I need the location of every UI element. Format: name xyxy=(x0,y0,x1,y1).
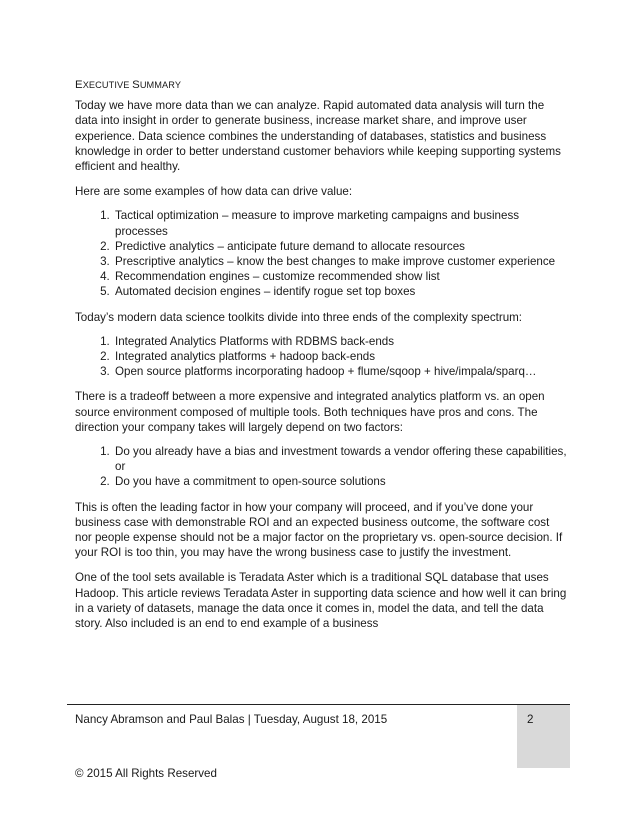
page-number-box xyxy=(517,705,570,768)
examples-lead-paragraph: Here are some examples of how data can drive value: xyxy=(75,185,353,199)
heading-cap-e: E xyxy=(75,79,83,91)
toolkits-lead-paragraph: Today’s modern data science toolkits divide into three ends of the complexity spectrum: xyxy=(75,310,523,324)
list-item: 3. Prescriptive analytics – know the best changes to make improve customer experience xyxy=(113,254,567,269)
page-body xyxy=(75,78,567,641)
list-item: 2. Predictive analytics – anticipate future demand to allocate resources xyxy=(113,239,567,254)
section-heading xyxy=(75,78,567,93)
heading-smallcaps-2: UMMARY xyxy=(139,80,182,90)
toolkits-list xyxy=(75,334,567,380)
list-item: 4. Recommendation engines – customize recommended show list xyxy=(113,269,567,284)
list-item: 1. Do you already have a bias and investment towards a vendor offering these capabilities, or xyxy=(113,444,567,474)
page-number: 2 xyxy=(527,713,534,726)
tradeoff-paragraph: There is a tradeoff between a more expensive and integrated analytics platform vs. an open source environment composed of multiple tools. Both techniques have pros and cons. The direction your company takes will largely depend on two factors: xyxy=(75,390,545,434)
footer-authors-date: Nancy Abramson and Paul Balas | Tuesday, August 18, 2015 xyxy=(75,713,388,726)
list-item: 2. Integrated analytics platforms + hadoop back-ends xyxy=(113,349,567,364)
heading-cap-s: S xyxy=(132,79,140,91)
factors-list xyxy=(75,444,567,490)
heading-smallcaps-1: XECUTIVE xyxy=(82,80,133,90)
list-item: 5. Automated decision engines – identify rogue set top boxes xyxy=(113,284,567,299)
examples-list xyxy=(75,208,567,299)
list-item: 1. Tactical optimization – measure to improve marketing campaigns and business processes xyxy=(113,208,567,238)
footer-divider xyxy=(67,704,570,705)
copyright-notice: © 2015 All Rights Reserved xyxy=(75,767,217,780)
tool-sets-paragraph: One of the tool sets available is Teradata Aster which is a traditional SQL database that uses Hadoop. This article reviews Teradata Aster in supporting data science and how well it can bring in a variety of datasets, manage the data once it comes in, model the data, and tell the data story. Also included is an end to end example of a business xyxy=(75,571,567,631)
intro-paragraph: Today we have more data than we can analyze. Rapid automated data analysis will turn the data into insight in order to generate business, increase market share, and improve user experience. Data science combines the understanding of databases, statistics and business knowledge in order to better understand customer behaviors while keeping supporting systems efficient and healthy. xyxy=(75,99,561,174)
list-item: 2. Do you have a commitment to open-source solutions xyxy=(113,474,567,489)
list-item: 1. Integrated Analytics Platforms with RDBMS back-ends xyxy=(113,334,567,349)
list-item: 3. Open source platforms incorporating hadoop + flume/sqoop + hive/impala/sparq… xyxy=(113,364,567,379)
leading-factor-paragraph: This is often the leading factor in how your company will proceed, and if you’ve done your business case with demonstrable ROI and an expected business outcome, the software cost nor people expense should not be a major factor on the proprietary vs. open-source decision. If your ROI is too thin, you may have the wrong business case to justify the investment. xyxy=(75,500,563,560)
